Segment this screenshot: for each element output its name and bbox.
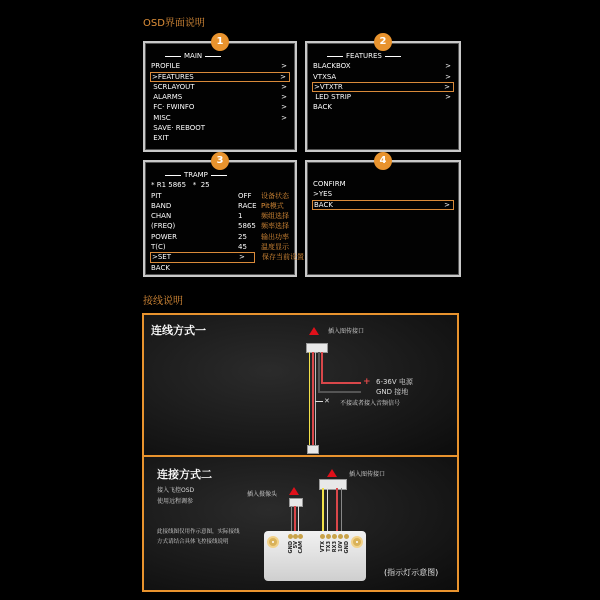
osd-item-alarms[interactable] [150,92,290,102]
osd-item-label: SAVE· REBOOT [151,124,206,133]
osd-item-scrlayout[interactable] [150,82,290,92]
osd-item-value: 5865 [238,222,256,231]
osd-panel-confirm [305,155,461,277]
osd-item-value: 1 [238,212,243,221]
osd-item-label: >VTXTR [314,82,343,91]
pin-label-vtx: VTX [320,541,326,553]
pin-label-tx3: TX3 [326,541,332,552]
osd-item-note: 输出功率 [261,232,289,241]
osd-item-label: EXIT [151,134,169,143]
pin-label-5v: 5V [293,541,299,549]
osd-item-label: LED STRIP [313,93,352,102]
plug-vtx-label: 插入图传接口 [328,328,365,335]
osd-item-led-strip[interactable] [312,92,454,102]
plug-arrow-icon [309,327,319,335]
osd-header-tramp: TRAMP [150,170,290,180]
method-2-subtitle-1: 接入飞控OSD [157,487,195,494]
osd-item-fc-fwinfo[interactable] [150,102,290,112]
osd-item-value: 25 [238,232,247,241]
osd-item-label: PROFILE [151,62,181,71]
pin-label-cam: CAM [298,541,304,554]
osd-item-value: RACE [238,201,257,210]
wire-gnd-branch [318,391,361,393]
chevron-right-icon: > [444,200,450,209]
wire-audio-branch [315,401,323,402]
osd-item-label: FC· FWINFO [151,103,195,112]
osd-item-label: POWER [151,232,177,241]
camera-plug-label: 插入摄像头 [247,491,278,498]
step-badge-4: 4 [374,152,392,170]
osd-item-freq[interactable] [150,221,290,231]
method-2-subtitle-2: 使用远程调参 [157,498,194,505]
osd-item-label: BACK [313,103,332,112]
osd-item-label: T(C) [151,243,166,252]
osd-item-label: BLACKBOX [313,62,351,71]
wire-vtx [322,488,324,534]
vtx-plug-label: 插入图传接口 [349,471,386,478]
step-badge-2: 2 [374,33,392,51]
osd-item-note: 保存当前设置 [262,253,304,262]
wire-power [321,352,323,384]
wire-tx3 [327,488,328,534]
pad-cam [298,534,303,539]
mount-hole-icon [351,536,363,548]
osd-item-back[interactable] [150,263,290,273]
osd-item-chan[interactable] [150,211,290,221]
vtx-board [264,531,366,581]
osd-item-value: 45 [238,243,247,252]
pin-label-rx3: RX3 [332,541,338,553]
osd-item-profile[interactable] [150,61,290,71]
pad-tx3 [326,534,331,539]
osd-item-label: BACK [314,200,333,209]
osd-item-note: 温度显示 [261,243,289,252]
osd-item-label: >FEATURES [152,72,194,81]
osd-item-vtxsa[interactable] [312,72,454,82]
osd-item-label: (FREQ) [151,222,176,231]
osd-status-line: * R1 5865 * 25 [151,181,210,190]
osd-item-label: SCRLAYOUT [151,82,195,91]
osd-header-main: MAIN [150,51,290,61]
osd-item-features-selected[interactable] [150,72,290,82]
osd-panel-features [305,36,461,152]
wiring-method-1 [142,313,459,457]
pad-gnd [344,534,349,539]
wire-gnd [341,488,342,534]
wiring-section-title: 接线说明 [143,296,183,307]
osd-item-yes[interactable] [312,189,454,199]
osd-item-label: PIT [151,191,162,200]
pad-vtx [320,534,325,539]
method-1-title: 连线方式一 [151,324,206,337]
wire-cam-5v [294,506,296,534]
osd-item-pit[interactable] [150,191,290,201]
osd-item-power[interactable] [150,232,290,242]
wire-cam-signal [298,506,299,534]
osd-item-note: Pit模式 [261,201,284,210]
osd-item-band[interactable] [150,201,290,211]
osd-item-label: CHAN [151,212,172,221]
close-x-icon: ✕ [324,397,330,405]
method-2-title: 连接方式二 [157,468,212,481]
wire-gnd [318,352,320,392]
chevron-right-icon: > [445,93,451,102]
osd-item-note: 设备状态 [261,191,289,200]
wire-10v [336,488,338,534]
osd-item-label: MISC [151,113,171,122]
camera-plug-arrow-icon [289,487,299,495]
osd-item-label: VTXSA [313,72,337,81]
disclaimer-line-1: 此接线图仅用作示意图，实际接线 [157,529,240,535]
jst-connector-bottom-icon [307,445,319,454]
led-indicator-caption: (指示灯示意图) [384,568,439,577]
osd-item-misc[interactable] [150,113,290,123]
osd-item-label: BAND [151,201,172,210]
osd-item-note: 频率选择 [261,222,289,231]
osd-item-set-selected[interactable] [150,252,304,262]
osd-item-back-selected[interactable] [312,200,454,210]
chevron-right-icon: > [281,103,287,112]
osd-panel-main [143,36,297,152]
vtx-plug-arrow-icon [327,469,337,477]
disclaimer-line-2: 方式请结合具体飞控接线说明 [157,539,229,545]
osd-item-value: OFF [238,191,252,200]
power-label: 6-36V 电源 [376,378,413,386]
osd-item-back[interactable] [312,102,454,112]
osd-item-save-reboot[interactable] [150,123,290,133]
osd-item-temp[interactable] [150,242,290,252]
wire-power-branch [321,382,361,384]
chevron-right-icon: > [444,82,450,91]
gnd-label: GND 接地 [376,388,409,396]
pin-label-gnd: GND [288,541,294,554]
chevron-right-icon: > [281,93,287,102]
audio-label: 不接或者接入音频信号 [340,400,401,407]
chevron-right-icon: > [281,62,287,71]
wire-cam-gnd [291,506,292,534]
chevron-right-icon: > [281,113,287,122]
osd-item-label: ALARMS [151,93,183,102]
osd-item-label: >SET [152,253,172,262]
osd-item-blackbox[interactable] [312,61,454,71]
osd-item-confirm [312,179,454,189]
osd-item-label: CONFIRM [313,180,346,188]
osd-panel-tramp [143,155,304,277]
pin-label-10v: 10V [338,541,344,552]
pad-10v [338,534,343,539]
osd-item-label: >YES [313,190,333,199]
wire-yellow [309,352,310,447]
osd-item-exit[interactable] [150,133,290,143]
wire-red [312,352,314,447]
plus-icon: + [363,377,371,387]
osd-item-vtxtr-selected[interactable] [312,82,454,92]
osd-item-note: 频组选择 [261,212,289,221]
mount-hole-icon [267,536,279,548]
step-badge-3: 3 [211,152,229,170]
osd-header-features: FEATURES [312,51,454,61]
wiring-method-2 [142,455,459,592]
chevron-right-icon: > [280,72,286,81]
chevron-right-icon: > [239,253,245,262]
osd-section-title: OSD界面说明 [143,18,205,29]
chevron-right-icon: > [445,72,451,81]
osd-item-label: BACK [151,263,170,272]
pad-rx3 [332,534,337,539]
chevron-right-icon: > [445,62,451,71]
step-badge-1: 1 [211,33,229,51]
chevron-right-icon: > [281,82,287,91]
wire-white [315,352,316,447]
pin-label-gnd: GND [344,541,350,554]
